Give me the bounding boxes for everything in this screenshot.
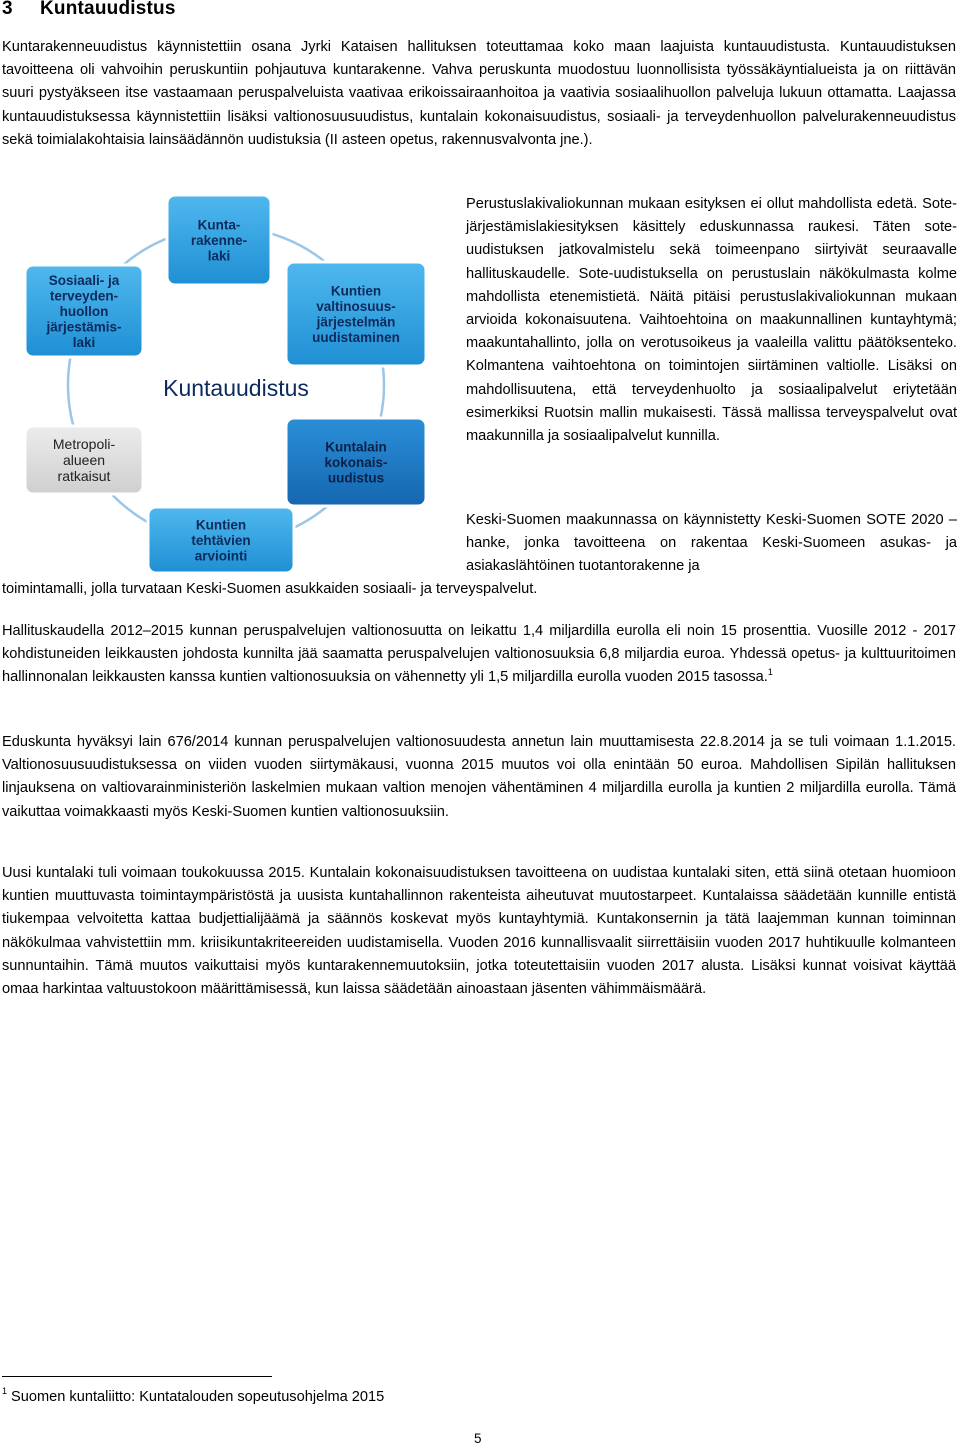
kuntauudistus-diagram [20,190,440,575]
diagram-box-label: Kuntien [195,517,247,533]
diagram-box-label: alueen [62,452,106,469]
diagram-box-label: Sosiaali- ja [48,272,120,288]
diagram-box-label: rakenne- [190,232,248,248]
paragraph-text: Hallituskaudella 2012–2015 kunnan peruspalvelujen valtionosuutta on leikattu 1,4 miljardilla eurolla eli noin 15 prosenttia. Vuosille 2012 - 2017 kohdistuneiden leikkausten johdosta kunnilta jää saamatta peruspalvelujen valtionosuuksia 6,8 miljardia euroa. Yhdessä opetus- ja kulttuuritoimen hallinnonalan leikkausten kanssa kuntien valtionosuuksia on vähennetty yli 1,5 miljardilla eurolla vuoden 2015 tasossa. [2,623,956,686]
diagram-box-label: laki [207,248,231,264]
paragraph-keski-suomi-continued: toimintamalli, jolla turvataan Keski-Suomen asukkaiden sosiaali- ja terveyspalvelut. [2,581,538,597]
diagram-box-label: järjestämis- [46,319,122,335]
diagram-box-label: Kuntien [330,283,382,299]
diagram-box-label: uudistus [327,470,385,486]
paragraph-kuntalaki: Uusi kuntalaki tuli voimaan toukokuussa 2015. Kuntalain kokonaisuudistuksen tavoitteena on uudistaa kuntalaki siten, että siinä otetaan huomioon kuntien muuttuvasta toimintaympäristöstä ja uusista kuntahallinnon rakenteista aiheutuvat muutostarpeet. Kuntalaissa säädetään kunnille entistä tiukempaa velvoitetta kattaa budjettialijäämä ja säännös koskevat myös kuntayhtymiä. Kuntakonsernin ja tätä laajemman kunnan toiminnan näkökulmaa vahvistettiin mm. kriisikuntakriteereiden uudistamisella. Vuoden 2016 kunnallisvaalit siirrettäisiin vuoden 2017 huhtikuulle kolmanteen sunnuntaihin. Tämä muutos vaikuttaisi myös kuntarakennemuutoksiin, jotka toteutettaisiin vuoden 2017 alusta. Lisäksi kunnat voisivat käyttää omaa harkintaa valtuustokoon määrittämisessä, kun laissa säädetään ainoastaan jäsenten vähimmäismäärä. [2,865,956,998]
footnote-text: Suomen kuntaliitto: Kuntatalouden sopeutusohjelma 2015 [11,1389,385,1405]
footnote-reference[interactable]: 1 [767,667,773,678]
diagram-box-label: terveyden- [49,288,119,304]
section-heading [2,0,176,20]
diagram-box [25,265,143,357]
page-number: 5 [474,1431,482,1446]
diagram-box-label: Metropoli- [52,436,116,453]
footnote-number: 1 [2,1386,8,1396]
paragraph-valtionosuus-leikkaukset [2,620,956,690]
paragraph-eduskunta: Eduskunta hyväksyi lain 676/2014 kunnan peruspalvelujen valtionosuudesta annetun lain muuttamisesta 22.8.2014 ja se tuli voimaan 1.1.2015. Valtionosuusuudistuksessa on viiden vuoden siirtymäkausi, vuonna 2015 muutos voi olla enintään 50 euroa. Mahdollisen Sipilän hallituksen linjauksena on valtiovarainministeriön laskelmien mukaan valtion menojen vähentäminen 4 miljardilla eurolla ja kuntien 2 miljardilla eurolla. Tämä vaikuttaa voimakkaasti myös Keski-Suomen kuntien valtionosuuksiin. [2,734,956,820]
diagram-box [286,418,426,506]
diagram-box-label: tehtävien [191,532,251,548]
diagram-box [25,426,143,494]
diagram-box [148,507,294,573]
diagram-box-label: uudistaminen [312,330,400,346]
paragraph-keski-suomi: Keski-Suomen maakunnassa on käynnistetty Keski-Suomen SOTE 2020 – hanke, jonka tavoitteena on rakentaa Keski-Suomeen asukas- ja asiakaslähtöinen tuotantorakenne ja [466,512,957,575]
diagram-box [167,195,271,285]
section-title: Kuntauudistus [40,0,176,19]
section-number: 3 [2,0,13,19]
diagram-box-label: järjestelmän [316,314,396,330]
paragraph-intro: Kuntarakenneuudistus käynnistettiin osana Jyrki Kataisen hallituksen toteuttamaa koko maan laajuista kuntauudistusta. Kuntauudistuksen tavoitteena oli vahvoihin peruskuntiin pohjautuva kuntarakenne. Vahva peruskunta muodostuu luonnollisista työssäkäyntialueista ja on riittävän suuri pystyäkseen itse vastaamaan peruspalveluista vaativaa erikoissairaanhoitoa ja vaativia sosiaalihuollon palveluja lukuun ottamatta. Laajassa kuntauudistuksessa käynnistettiin lisäksi valtionosuusuudistus, kuntalain kokonaisuudistus, sosiaali- ja terveydenhuollon palvelurakenneuudistus sekä toimialakohtaisia lainsäädännön uudistuksia (II asteen opetus, rakennusvalvonta jne.). [2,39,956,148]
footnote-divider [2,1376,272,1377]
diagram-box [286,262,426,366]
diagram-box-label: Kuntalain [325,439,387,455]
diagram-center-label: Kuntauudistus [163,375,309,401]
footnote [2,1386,384,1405]
paragraph-sote: Perustuslakivaliokunnan mukaan esityksen ei ollut mahdollista edetä. Sote-järjestämislakiesityksen käsittely eduskunnassa raukesi. Täten sote-uudistuksen jatkovalmistelu sekä toimeenpano siirtyivät seuraavalle hallituskaudelle. Sote-uudistuksella on perustuslain näkökulmasta kolme mahdollista etenemistietä. Näitä pitäisi perustuslakivaliokunnan mukaan arvioida kokonaisuutena. Vaihtoehtoina on maakunnallinen kuntayhtymä; maakuntahallinto, jolla on verotusoikeus ja vaaleilla valittu päätöksenteko. Kolmantena vaihtoehtona on toimintojen siirtäminen valtiolle. Lisäksi on mahdollisuutena, että terveydenhuolto ja sosiaalipalvelut eriytetään esimerkiksi Ruotsin mallin mukaisesti. Tässä mallissa terveyspalvelut ovat maakunnilla ja sosiaalipalvelut kunnilla. [466,196,957,445]
diagram-box-label: huollon [59,303,109,319]
diagram-box-label: arviointi [194,548,248,564]
diagram-box-label: valtinosuus- [316,299,396,315]
diagram-box-label: laki [72,334,96,350]
diagram-box-label: ratkaisut [57,468,111,485]
diagram-box-label: Kunta- [197,217,241,233]
diagram-box-label: kokonais- [324,454,388,470]
